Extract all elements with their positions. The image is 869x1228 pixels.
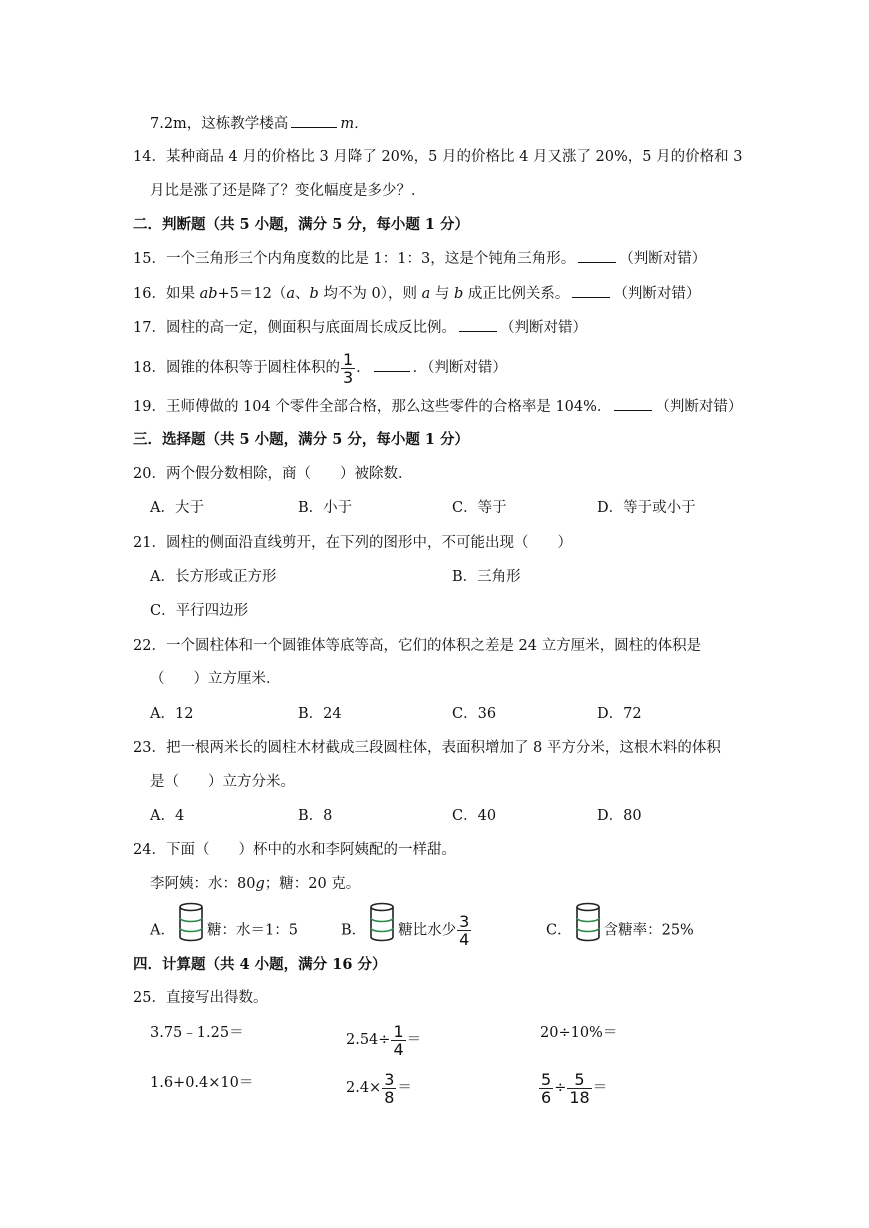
section-calc-title: 四．计算题（共 4 小题，满分 16 分） (133, 956, 387, 973)
q15-tail: （判断对错） (619, 251, 707, 267)
fraction-numerator: 5 (574, 1069, 585, 1089)
q21-option-b[interactable]: B．三角形 (452, 569, 521, 585)
fraction-denominator: 6 (541, 1087, 552, 1107)
fraction-numerator: 1 (393, 1021, 404, 1041)
section-choice-title: 三．选择题（共 5 小题，满分 5 分，每小题 1 分） (133, 431, 470, 448)
q24-option-b[interactable] (341, 902, 472, 959)
fraction-denominator: 4 (459, 930, 470, 949)
q16-text: 16．如果 (133, 286, 200, 302)
q22-line2: （ ）立方厘米． (150, 671, 281, 687)
q19 (133, 396, 742, 417)
q24: 24．下面（ ）杯中的水和李阿姨配的一样甜。 (133, 842, 456, 858)
fraction-denominator: 8 (384, 1087, 395, 1107)
fraction-numerator: 1 (342, 349, 354, 369)
q16-var-b: b (453, 286, 464, 302)
calc-r1c2 (346, 1018, 421, 1062)
calc-r2c2 (346, 1066, 412, 1110)
q13-text: 7.2m，这栋教学楼高 (150, 116, 289, 132)
q13-unit: m． (340, 116, 369, 132)
q17-text: 17．圆柱的高一定，侧面积与底面周长成反比例。 (133, 320, 456, 336)
q21-option-c[interactable]: C．平行四边形 (150, 603, 249, 619)
q22-line1: 22．一个圆柱体和一个圆锥体等底等高，它们的体积之差是 24 立方厘米，圆柱的体积是 (133, 638, 702, 654)
option-text: 含糖率：25% (603, 922, 694, 939)
q24-info (150, 874, 360, 894)
fraction-denominator: 4 (393, 1039, 404, 1059)
q22-option-a[interactable]: A．12 (150, 706, 194, 722)
fraction-three-eighths (382, 1069, 396, 1107)
q23-option-b[interactable]: B．8 (298, 808, 333, 824)
answer-blank[interactable] (291, 113, 337, 128)
q15 (133, 248, 706, 269)
option-text: 糖比水少 (398, 922, 457, 939)
q16-text: 成正比例关系。 (463, 286, 570, 302)
cup-icon (575, 902, 601, 959)
fraction-one-third (341, 349, 355, 387)
q18-dot: ． (356, 360, 371, 376)
q20-option-d[interactable]: D．等于或小于 (597, 500, 696, 516)
equals-sign: ＝ (406, 1032, 422, 1048)
q16-var-a: a (421, 286, 431, 302)
q17-tail: （判断对错） (499, 320, 587, 336)
q21-option-a[interactable]: A．长方形或正方形 (150, 569, 277, 585)
fraction-numerator: 5 (541, 1069, 552, 1089)
option-text: 糖：水＝1：5 (206, 922, 298, 939)
q25: 25．直接写出得数。 (133, 990, 268, 1006)
cup-icon (369, 902, 395, 959)
q17 (133, 317, 587, 338)
equals-sign: ＝ (397, 1080, 412, 1096)
q14-line2: 月比是涨了还是降了？变化幅度是多少？． (150, 183, 426, 199)
fraction-numerator: 3 (459, 912, 470, 931)
cup-icon (178, 902, 204, 959)
q16-var-a: a (286, 286, 295, 302)
q20-option-c[interactable]: C．等于 (452, 500, 507, 516)
calc-r2c1: 1.6+0.4×10＝ (150, 1075, 254, 1091)
calc-expr: 2.54÷ (346, 1032, 391, 1048)
answer-blank[interactable] (374, 357, 410, 372)
q24-option-c[interactable] (546, 902, 694, 959)
q20-option-a[interactable]: A．大于 (150, 500, 204, 516)
q23-option-a[interactable]: A．4 (150, 808, 185, 824)
q23-line1: 23．把一根两米长的圆柱木材截成三段圆柱体，表面积增加了 8 平方分米，这根木料的体积 (133, 740, 721, 756)
q13-continuation (150, 113, 369, 134)
option-letter: C． (546, 922, 572, 939)
q20-option-b[interactable]: B．小于 (298, 500, 353, 516)
q19-text: 19．王师傅做的 104 个零件全部合格，那么这些零件的合格率是 104%． (133, 399, 612, 415)
answer-blank[interactable] (614, 396, 652, 411)
q24-unit-g: g (255, 876, 265, 892)
option-letter: B． (341, 922, 367, 939)
q14-line1: 14．某种商品 4 月的价格比 3 月降了 20%，5 月的价格比 4 月又涨了 20%，5 月的价格和 3 (133, 149, 743, 165)
q24-info-text: 李阿姨：水：80 (150, 876, 256, 892)
q16-text: 、 (294, 286, 310, 302)
calc-r1c3: 20÷10%＝ (540, 1025, 618, 1041)
divide-sign: ÷ (554, 1080, 567, 1096)
fraction-denominator: 18 (569, 1087, 590, 1107)
fraction-three-quarters (457, 914, 471, 947)
q16-text: 均不为 0），则 (318, 286, 422, 302)
fraction-denominator: 3 (342, 367, 354, 387)
q16 (133, 283, 700, 304)
calc-expr: 2.4× (346, 1080, 382, 1096)
fraction-one-quarter (391, 1021, 405, 1059)
answer-blank[interactable] (578, 248, 616, 263)
q22-option-d[interactable]: D．72 (597, 706, 642, 722)
fraction-numerator: 3 (384, 1069, 395, 1089)
fraction-five-eighteenths (567, 1069, 591, 1107)
q21: 21．圆柱的侧面沿直线剪开，在下列的图形中，不可能出现（ ） (133, 535, 572, 551)
q15-text: 15．一个三角形三个内角度数的比是 1：1：3，这是个钝角三角形。 (133, 251, 576, 267)
q20: 20．两个假分数相除，商（ ）被除数． (133, 466, 413, 482)
q18-tail: ．（判断对错） (412, 360, 507, 376)
q19-tail: （判断对错） (655, 399, 743, 415)
q18-text: 18．圆锥的体积等于圆柱体积的 (133, 360, 340, 376)
q16-text: +5＝12（ (217, 286, 287, 302)
q18 (133, 351, 507, 385)
equals-sign: ＝ (592, 1080, 608, 1096)
q16-tail: （判断对错） (613, 286, 701, 302)
calc-r2c3 (538, 1066, 607, 1110)
answer-blank[interactable] (459, 317, 497, 332)
q22-option-c[interactable]: C．36 (452, 706, 497, 722)
calc-r1c1: 3.75﹣1.25＝ (150, 1025, 244, 1041)
q24-info-text: ；糖：20 克。 (264, 876, 361, 892)
fraction-five-sixths (539, 1069, 553, 1107)
q16-var-b: b (309, 286, 319, 302)
q24-option-a[interactable] (150, 902, 298, 959)
q16-var-ab: ab (199, 286, 218, 302)
q23-option-d[interactable]: D．80 (597, 808, 642, 824)
q16-text: 与 (430, 286, 454, 302)
q22-option-b[interactable]: B．24 (298, 706, 342, 722)
option-letter: A． (150, 922, 175, 939)
section-judge-title: 二．判断题（共 5 小题，满分 5 分，每小题 1 分） (133, 216, 470, 233)
q23-line2: 是（ ）立方分米。 (150, 774, 295, 790)
q23-option-c[interactable]: C．40 (452, 808, 497, 824)
answer-blank[interactable] (572, 283, 610, 298)
